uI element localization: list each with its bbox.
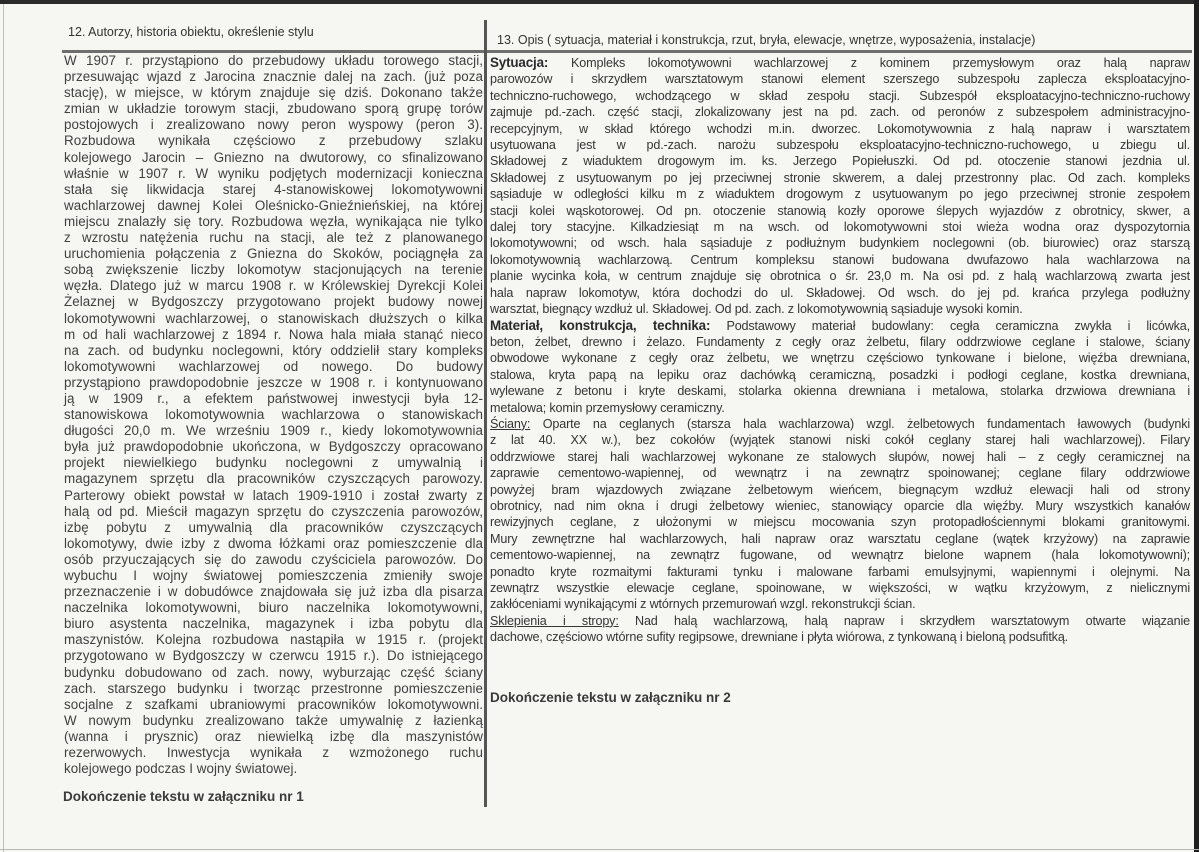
text-line: techniczno-ruchowego, wchodzącego w skład zespołu stacji. Subzespół eksploatacyjno-techniczno-ruchowy	[490, 88, 1190, 103]
text-line: sąsiaduje w odległości kilku m z wiaduktem drogowym z usytuowanym po jego przeciwnej stronie zespołem	[490, 187, 1190, 202]
text-line: zach. starszego budynku i tworząc przestronne pomieszczenie	[64, 680, 483, 696]
text-line: warsztat, biegnący wzdłuż ul. Składowej. Od pd. zach. z lokomotywownią sąsiaduje wysoki komin.	[490, 302, 1023, 317]
paragraph	[490, 416, 1190, 613]
paragraph-label: Sytuacja:	[490, 55, 549, 70]
text-line: zmian w układzie torowym stacji, zbudowano sporą grupę torów	[64, 101, 483, 117]
text-line: budynku dobudowano od zach. nowy, wyburzając część ściany	[64, 664, 483, 680]
text-line: W nowym budynku zrealizowano także umywalnię z łazienką	[64, 712, 483, 728]
section-13-continuation-note: Dokończenie tekstu w załączniku nr 2	[490, 690, 731, 705]
text-line: powyżej bram wjazdowych związane żelbetowym wieńcem, biegnącym wzdłuż elewacji hali od strony	[490, 482, 1190, 497]
text-line: osób przyuczających się do zawodu czyściciela parowozów. Do	[64, 551, 483, 567]
text-line: m od hali wachlarzowej z 1894 r. Nowa hala miała stanąć nieco	[64, 326, 483, 342]
text-line: ją w 1909 r., a efektem państwowej inwestycji była 12-	[64, 390, 483, 406]
text-line: planie wycinka koła, w centrum znajduje się obrotnica o śr. 23,0 m. Na osi pd. z halą wachlarzową zwarta jest	[490, 269, 1190, 284]
text-line: zakłóceniami wynikającymi z wtórnych przemurowań wzgl. rekonstrukcji ścian.	[490, 597, 916, 612]
paragraph-label: Sklepienia i stropy:	[490, 613, 619, 628]
text-line: metalowa; komin przemysłowy ceramiczny.	[490, 400, 725, 415]
text-line: sobą zwiększenie liczby lokomotyw stacjonujących na terenie	[64, 262, 483, 278]
text-line: lokomotywowni; od wsch. hala sąsiaduje z podłużnym budynkiem noclegowni (ob. biurowiec) oraz starszą	[490, 236, 1190, 251]
text-line: Rozbudowa wynikała częściowo z przebudowy szlaku	[64, 133, 483, 149]
scan-edge-right	[1194, 0, 1199, 852]
text-line: stała się likwidacja starej 4-stanowiskowej lokomotywowni	[64, 181, 483, 197]
text-line: rezerwowych. Inwestycja wynikała z wzmożonego ruchu	[64, 745, 483, 761]
text-line: recepcyjnym, w skład którego wchodzi m.in. dworzec. Lokomotywownia z halą napraw i warsztatem	[490, 121, 1190, 136]
text-line: Składowej z usytuowanym po jej przeciwnej stronie skwerem, a dalej przestronny plac. Od zach. kompleks	[490, 170, 1190, 185]
text-line: zewnątrz wszystkie elewacje ceglane, spoinowane, w większości, w wątku krzyżowym, z nielicznymi	[490, 581, 1190, 595]
text-line: Parterowy obiekt powstał w latach 1909-1910 i został zwarty z	[64, 487, 483, 503]
text-line: lokomotywy, dwie izby z dwoma łóżkami oraz pomieszczenie dla	[64, 535, 483, 551]
text-line: hala napraw lokomotyw, która dochodzi do ul. Składowej. Od wsch. do jej pd. krańca przylega podłużny	[490, 285, 1190, 300]
text-line: biuro asystenta naczelnika, magazynek i izba pobytu dla	[64, 616, 483, 632]
text-line: Żelaznej w Bydgoszczy przygotowano projekt budowy nowej	[64, 294, 483, 310]
section-13-header: 13. Opis ( sytuacja, materiał i konstrukcja, rzut, bryła, elewacje, wnętrze, wyposażenia, instalacje)	[497, 33, 1036, 47]
text-line: kolejowego Jarocin – Gniezno na dwutorowy, co sfinalizowano	[64, 149, 483, 165]
text-line: maszynistów. Kolejna rozbudowa nastąpiła w 1915 r. (projekt	[64, 632, 483, 648]
text-line: magazynem sprzętu dla pracowników czyszczących parowozy.	[64, 471, 483, 487]
text-line: stacji kolei wąskotorowej. Od pn. otoczenie stanowią kozły oporowe ślepych wyjazdów z obrotnicy, skwer, a	[490, 203, 1190, 218]
text-line: halą od pd. Mieścił magazyn sprzętu do czyszczenia parowozów,	[64, 503, 483, 519]
text-line: lokomotywownią wachlarzową. Centrum kompleksu stanowi budowana dwufazowo hala wachlarzowa na	[490, 252, 1190, 267]
text-line	[490, 318, 1190, 334]
text-line: usytuowana jest w pd.-zach. narożu subzespołu eksploatacyjno-techniczno-ruchowego, u zbiegu ul.	[490, 138, 1190, 153]
text-line: wybuchu I wojny światowej pomieszczenia zmieniły swoje	[64, 568, 483, 583]
text-line: Składowej z wiaduktem drogowym im. ks. Jerzego Popiełuszki. Od pd. otoczenie stanowi jezdnia ul.	[490, 154, 1190, 169]
text-line: postojowych i zrealizowano nowy peron wyspowy (peron 3).	[64, 117, 483, 133]
text-line: przystąpiono prawdopodobnie jeszcze w 1908 r. i kontynuowano	[64, 374, 483, 390]
text-line: dachowe, częściowo wtórne sufity regipsowe, drewniane i płyta wiórowa, z tynkowaną i bieloną podsufitką.	[490, 630, 1069, 645]
text-line: beton, żelbet, drewno i żelazo. Fundamenty z cegły oraz żelbetu, filary oddrzwiowe ceglane i stalowe, ściany	[490, 334, 1190, 349]
text-line: lokomotywowni wachlarzowej od nowego. Do budowy	[64, 358, 483, 374]
section-12-header: 12. Autorzy, historia obiektu, określenie stylu	[68, 25, 314, 39]
scan-edge-bottom	[0, 849, 1199, 850]
text-line: oddrzwiowe starej hali wachlarzowej wykonane ze stalowych słupów, nowej hali – z cegły ceramicznej na	[490, 449, 1190, 464]
section-12-body	[64, 53, 483, 777]
text-line: rewizyjnych ceglane, z ułożonymi w miejscu mocowania szyn protopadłościennymi blokami granitowymi.	[490, 515, 1190, 530]
text-run: Kompleks lokomotywowni wachlarzowej z kominem przemysłowym oraz halą napraw	[548, 56, 1190, 70]
text-line	[490, 416, 1190, 432]
text-line: parowozów i skrzydłem warsztatowym stanowi element szerszego subzespołu zaplecza eksploatacyjno-	[490, 72, 1190, 87]
text-line: socjalne z szafkami ubraniowymi pracowników lokomotywowni.	[64, 696, 483, 712]
section-13-body	[490, 55, 1190, 646]
text-line: projekt niewielkiego budynku noclegowni z umywalnią i	[64, 455, 483, 471]
text-line: z lat 40. XX w.), bez cokołów (wyjątek stanowi niski cokół ceglany starej hali wachlarzowej). Filary	[490, 433, 1190, 448]
text-line: stalowa, kryta papą na lepiku oraz dachówką ceramiczną, posadzki i podłogi ceglane, kostka drewniana,	[490, 367, 1190, 382]
text-run: Podstawowy materiał budowlany: cegła ceramiczna zwykła i licówka,	[710, 318, 1190, 333]
text-line: na zach. od budynku noclegowni, który oddzielił stary kompleks	[64, 342, 483, 358]
text-line: cementowo-wapiennej, na zewnątrz fugowane, od wewnątrz bielone wapnem (hala lokomotywowni);	[490, 548, 1190, 563]
text-run: Oparte na ceglanych (starsza hala wachlarzowa) wzgl. żelbetowych fundamentach ławowych (budynki	[530, 416, 1190, 431]
text-line: uruchomienia połączenia z Gniezna do Skoków, pociągnęła za	[64, 246, 483, 262]
paragraph	[490, 318, 1190, 416]
text-line	[490, 613, 1190, 629]
text-line: zajmuje pd.-zach. część stacji, zlokalizowany jest na pd. zach. od peronów z subzespołem administracyjno-	[490, 105, 1190, 120]
text-line: z wzrostu natężenia ruchu na stacji, ale też z planowanego	[64, 230, 483, 246]
text-line: przeznaczenie i w dobudówce znajdowała się już izba dla pisarza	[64, 584, 483, 600]
text-line: miejscu znalazły się tory. Rozbudowa węzła, wynikająca nie tylko	[64, 213, 483, 229]
text-run: Nad halą wachlarzową, halą napraw i skrzydłem warsztatowym otwarte wiązanie	[618, 613, 1190, 628]
text-line: wylewane z betonu i kryte deskami, stolarka okienna drewniana i metalowa, stolarka drzwiowa drewniana i	[490, 384, 1190, 399]
text-line: przygotowano w Bydgoszczy w czerwcu 1915 r.). Do istniejącego	[64, 648, 483, 664]
text-line	[490, 55, 1190, 71]
text-line: dalej tory stacyjne. Kilkadziesiąt m na wsch. od lokomotywowni stoi wieża wodna oraz dyspozytornia	[490, 220, 1190, 235]
text-line: obwodowe wykonane z cegły oraz żelbetu, we wnętrzu częściowo tynkowane i bielone, więźba drewniana,	[490, 351, 1190, 366]
scan-edge-left	[3, 4, 4, 852]
text-line: wachlarzowej dawnej Kolei Oleśnicko-Gnieźnieńskiej, na której	[64, 197, 483, 213]
text-line: kolejowego podczas I wojny światowej.	[64, 761, 298, 777]
text-line: była już prawdopodobnie ukończona, w Bydgoszczy opracowano	[64, 439, 483, 455]
text-line: stację), w miejsce, w którym znajduje się dziś. Dokonano także	[64, 85, 483, 101]
paragraph	[490, 613, 1190, 646]
text-line: ponadto kryte rozmaitymi fakturami tynku i malowane farbami emulsyjnymi, wapiennymi i olejnymi. Na	[490, 564, 1190, 579]
text-line: właśnie w 1907 r. W wyniku podjętych modernizacji konieczna	[64, 165, 483, 181]
text-line: stanowiskowa lokomotywownia wachlarzowa o stanowiskach	[64, 407, 483, 423]
section-12-continuation-note: Dokończenie tekstu w załączniku nr 1	[63, 789, 304, 804]
column-divider	[484, 20, 487, 807]
text-line: naczelnika lokomotywowni, biuro naczelnika lokomotywowni,	[64, 600, 483, 616]
text-line: (wanna i prysznic) oraz niewielką izbę dla maszynistów	[64, 728, 483, 744]
text-line: Mury zewnętrzne hal wachlarzowych, hali napraw oraz warsztatu ceglane (wątek krzyżowy) na zaprawie	[490, 531, 1190, 546]
text-line: obrotnicy, nad nim okna i drugi żelbetowy wieniec, stanowiący oparcie dla więźby. Mury wszystkich kanałów	[490, 498, 1190, 513]
text-line: przesuwając wjazd z Jarocina znacznie dalej na zach. (już poza	[64, 69, 483, 85]
paragraph	[490, 55, 1190, 318]
text-line: izbę pobytu z umywalnią dla pracowników czyszczących	[64, 519, 483, 535]
text-line: W 1907 r. przystąpiono do przebudowy układu torowego stacji,	[64, 53, 483, 68]
text-line: zaprawie cementowo-wapiennej, od wewnątrz i na zewnątrz spoinowanej; ceglane filary oddrzwiowe	[490, 466, 1190, 481]
text-line: węzła. Dlatego już w marcu 1908 r. w Królewskiej Dyrekcji Kolei	[64, 278, 483, 294]
text-line: długości 20,0 m. We wrześniu 1909 r., kiedy lokomotywownia	[64, 423, 483, 439]
paragraph-label: Materiał, konstrukcja, technika:	[490, 317, 711, 333]
paragraph-label: Ściany:	[490, 416, 531, 431]
scan-edge-top	[0, 0, 1199, 4]
text-line: lokomotywowni wachlarzowej, o stanowiskach dłuższych o kilka	[64, 310, 483, 326]
